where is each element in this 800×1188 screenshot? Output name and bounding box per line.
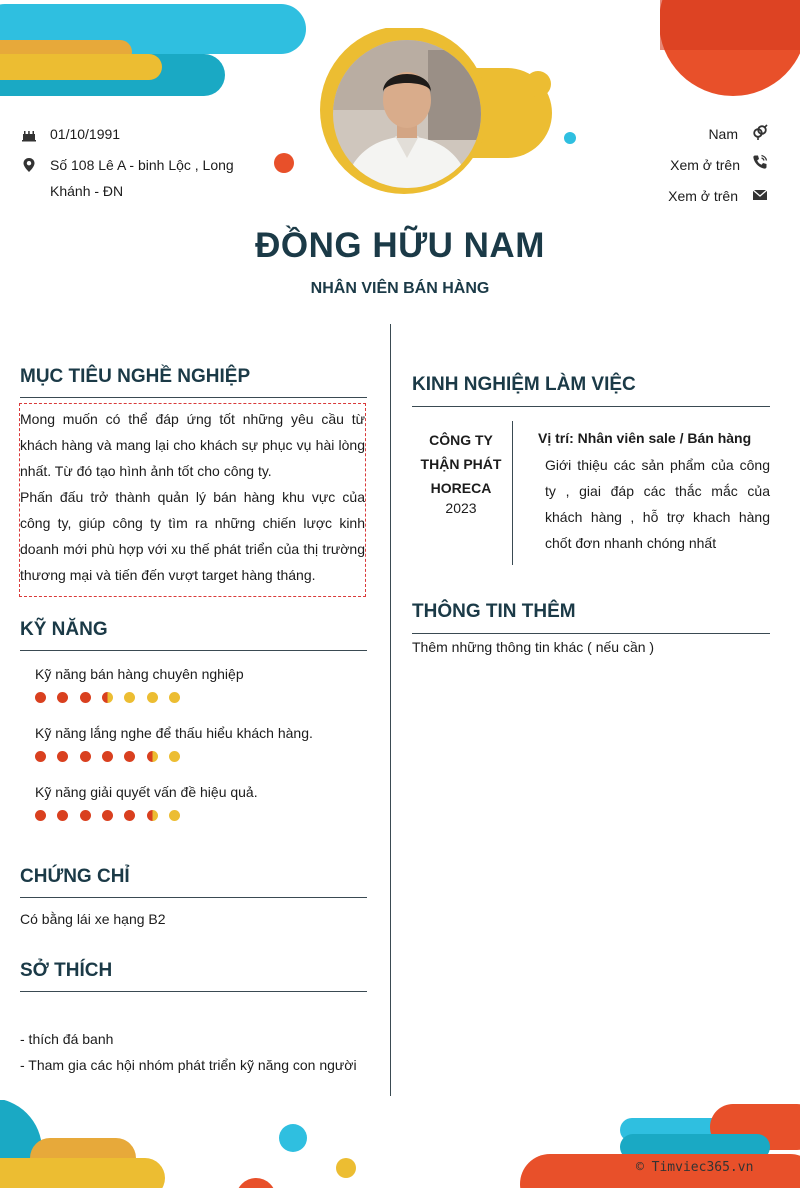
skills-title: KỸ NĂNG xyxy=(20,619,108,640)
rating-dot xyxy=(57,810,68,821)
objective-rule xyxy=(20,397,367,398)
rating-dot xyxy=(169,751,180,762)
rating-dot xyxy=(124,692,135,703)
certificate-text: Có bằng lái xe hạng B2 xyxy=(20,911,166,927)
rating-dot xyxy=(102,751,113,762)
rating-dot xyxy=(80,751,91,762)
phone-text: Xem ở trên xyxy=(670,157,740,173)
extra-info-text: Thêm những thông tin khác ( nếu cần ) xyxy=(412,639,655,655)
phone-icon xyxy=(752,154,768,170)
skill-name: Kỹ năng bán hàng chuyên nghiệp xyxy=(35,666,244,682)
footer-watermark: © Timviec365.vn xyxy=(636,1160,754,1175)
extra-info-title: THÔNG TIN THÊM xyxy=(412,601,576,622)
address-line2: Khánh - ĐN xyxy=(50,183,124,199)
experience-description: Giới thiệu các sản phẩm của công ty , giai đáp các thắc mắc của khách hàng , hỗ trợ khach hàng chốt đơn nhanh chóng nhất xyxy=(545,457,770,551)
candidate-name: ĐỒNG HỮU NAM xyxy=(255,226,545,265)
certificates-title: CHỨNG CHỈ xyxy=(20,866,130,887)
experience-company xyxy=(412,428,510,500)
objective-paragraph-1: Mong muốn có thể đáp ứng tốt những yêu cầu từ khách hàng và mang lại cho khách sự phục vụ hài lòng nhất. Từ đó tạo hình ảnh tốt cho công ty. xyxy=(20,411,365,479)
decor-bottom-left xyxy=(0,1100,370,1188)
experience-year: 2023 xyxy=(445,500,477,516)
rating-dot xyxy=(57,751,68,762)
experience-title: KINH NGHIỆM LÀM VIỆC xyxy=(412,374,636,395)
skills-rule xyxy=(20,650,367,651)
hobbies-title: SỞ THÍCH xyxy=(20,960,113,981)
hobby-item: - thích đá banh xyxy=(20,1031,114,1047)
rating-dot xyxy=(169,692,180,703)
address-line1: Số 108 Lê A - binh Lộc , Long xyxy=(50,157,234,173)
avatar xyxy=(333,40,481,188)
company-line: THẬN PHÁT xyxy=(420,456,502,472)
objective-paragraph-2: Phấn đấu trở thành quản lý bán hàng khu vực của công ty, giúp công ty tìm ra những chiến lược kinh doanh mới phù hợp với xu thế phát triển của thị trường thương mại và tiến đến vượt target hàng tháng. xyxy=(20,489,365,583)
rating-dot xyxy=(147,810,158,821)
rating-dot xyxy=(57,692,68,703)
job-title: NHÂN VIÊN BÁN HÀNG xyxy=(310,280,490,297)
rating-dot xyxy=(124,810,135,821)
rating-dot xyxy=(102,692,113,703)
objective-title: MỤC TIÊU NGHỀ NGHIỆP xyxy=(20,366,251,387)
rating-dot xyxy=(80,810,91,821)
rating-dot xyxy=(35,692,46,703)
hobbies-rule xyxy=(20,991,367,992)
experience-rule xyxy=(412,406,770,407)
email-text: Xem ở trên xyxy=(668,188,738,204)
gender-text: Nam xyxy=(708,126,738,142)
rating-dot xyxy=(35,810,46,821)
rating-dot xyxy=(124,751,135,762)
experience-vertical-line xyxy=(512,421,513,565)
rating-dot xyxy=(147,751,158,762)
location-pin-icon xyxy=(21,157,37,173)
skill-name: Kỹ năng giải quyết vấn đề hiệu quả. xyxy=(35,784,258,800)
envelope-icon xyxy=(752,187,768,203)
company-line: HORECA xyxy=(430,480,492,496)
experience-position: Vị trí: Nhân viên sale / Bán hàng xyxy=(538,430,752,446)
birthday-cake-icon xyxy=(21,126,37,142)
rating-dot xyxy=(169,810,180,821)
company-line: CÔNG TY xyxy=(429,432,493,448)
column-divider xyxy=(390,324,391,1096)
hobby-item: - Tham gia các hội nhóm phát triển kỹ năng con người xyxy=(20,1057,357,1073)
skill-name: Kỹ năng lắng nghe để thấu hiểu khách hàng. xyxy=(35,725,313,741)
rating-dot xyxy=(80,692,91,703)
gender-icon xyxy=(752,124,768,140)
rating-dot xyxy=(147,692,158,703)
rating-dot xyxy=(102,810,113,821)
certificates-rule xyxy=(20,897,367,898)
objective-text-box[interactable] xyxy=(19,403,366,597)
decor-top-right xyxy=(660,0,800,100)
rating-dot xyxy=(35,751,46,762)
birthday-text: 01/10/1991 xyxy=(50,126,121,142)
